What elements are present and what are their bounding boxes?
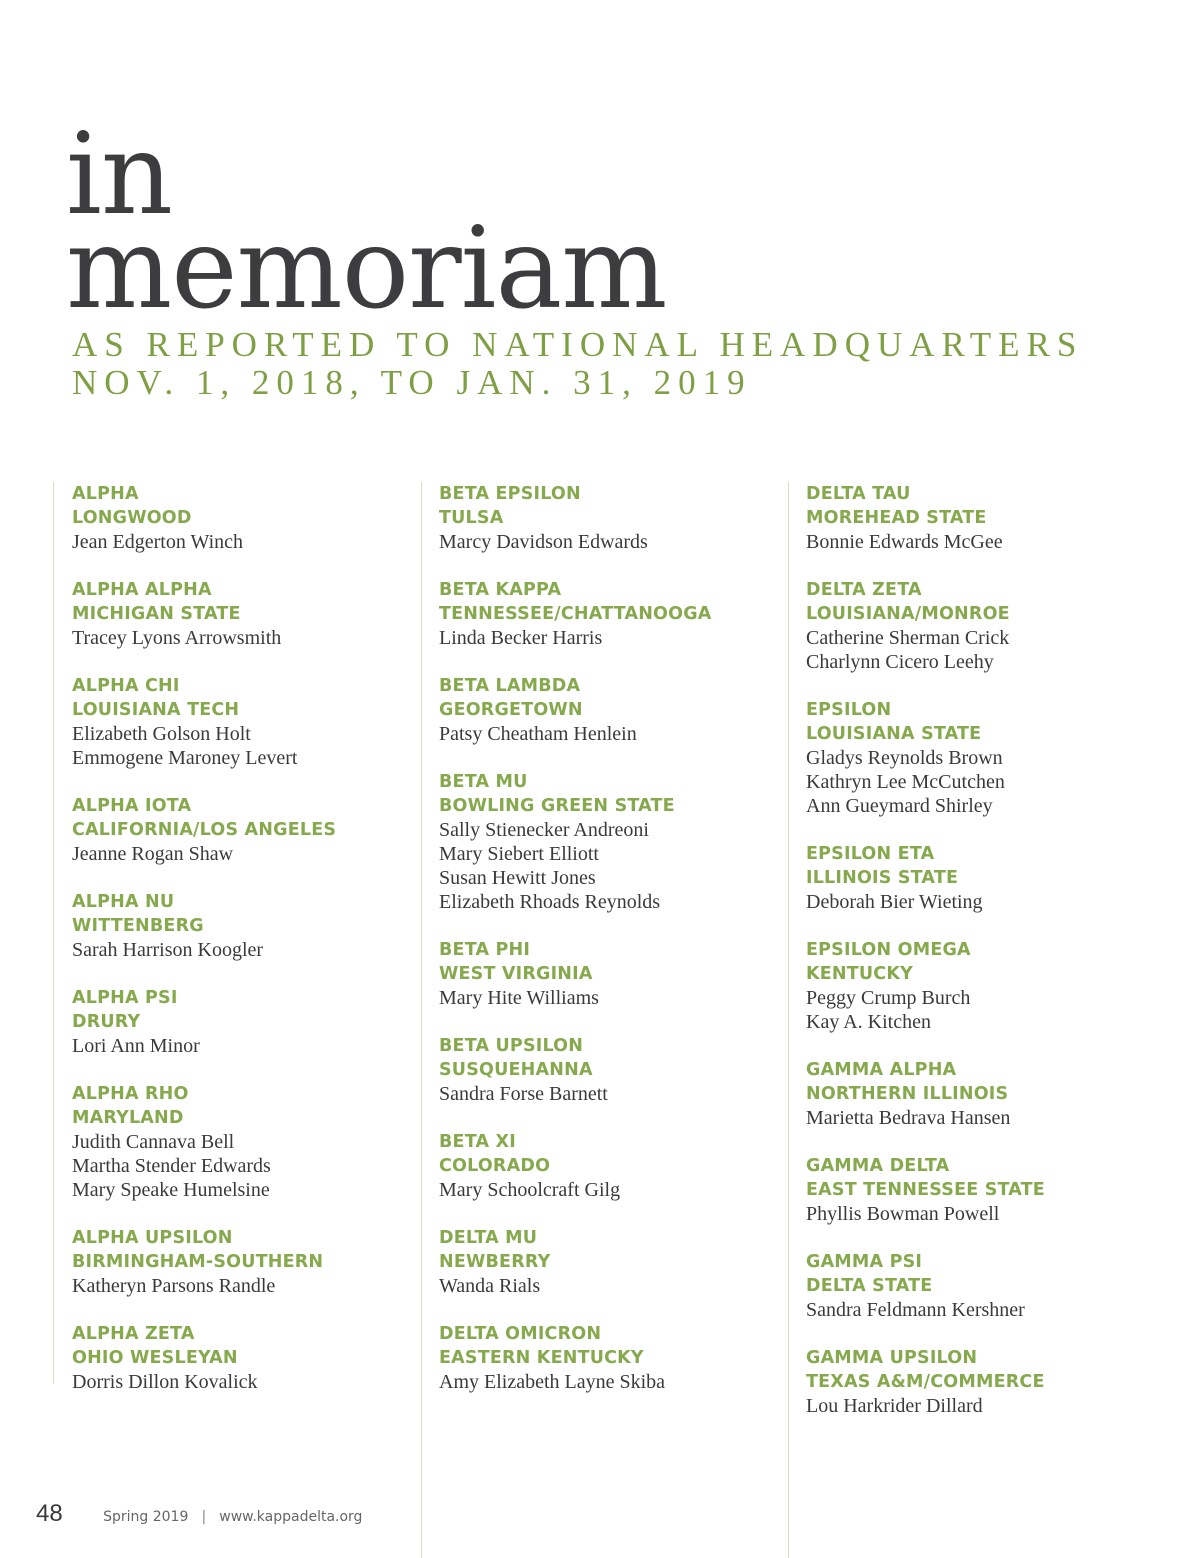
title-line-2: memoriam [66,204,667,334]
member-name: Linda Becker Harris [439,627,603,649]
member-name: Charlynn Cicero Leehy [806,651,994,673]
chapter-name: ALPHA RHO [72,1084,189,1104]
member-name: Lori Ann Minor [72,1035,200,1057]
chapter-entry [72,1082,402,1202]
chapter-entry [72,482,402,554]
school-name: EASTERN KENTUCKY [439,1348,644,1368]
member-name: Jean Edgerton Winch [72,531,243,553]
subtitle-line-1: AS REPORTED TO NATIONAL HEADQUARTERS [72,325,1084,364]
member-name: Mary Hite Williams [439,987,599,1009]
school-name: SUSQUEHANNA [439,1060,593,1080]
chapter-name: BETA XI [439,1132,516,1152]
chapter-name: ALPHA NU [72,892,175,912]
memoriam-column-2 [421,482,769,1558]
memoriam-column-3 [788,482,1136,1558]
chapter-entry [439,1130,769,1202]
school-name: DRURY [72,1012,141,1032]
member-name: Gladys Reynolds Brown [806,747,1003,769]
member-name: Bonnie Edwards McGee [806,531,1003,553]
chapter-name: GAMMA UPSILON [806,1348,978,1368]
chapter-entry [439,938,769,1010]
page-number: 48 [36,1500,63,1527]
chapter-name: EPSILON [806,700,892,720]
member-name: Katheryn Parsons Randle [72,1275,276,1297]
website-link[interactable]: www.kappadelta.org [219,1509,363,1525]
member-name: Kathryn Lee McCutchen [806,771,1005,793]
chapter-entry [439,482,769,554]
chapter-entry [439,1322,769,1394]
chapter-entry [806,1250,1136,1322]
chapter-entry [806,842,1136,914]
member-name: Elizabeth Rhoads Reynolds [439,891,661,913]
chapter-name: DELTA ZETA [806,580,922,600]
chapter-entry [806,1154,1136,1226]
member-name: Phyllis Bowman Powell [806,1203,1000,1225]
title-line-1: in [66,110,172,240]
member-name: Lou Harkrider Dillard [806,1395,983,1417]
school-name: BOWLING GREEN STATE [439,796,675,816]
chapter-name: BETA MU [439,772,528,792]
chapter-entry [439,1226,769,1298]
chapter-name: GAMMA DELTA [806,1156,950,1176]
chapter-name: GAMMA PSI [806,1252,923,1272]
school-name: TULSA [439,508,504,528]
school-name: WITTENBERG [72,916,204,936]
chapter-name: DELTA TAU [806,484,911,504]
chapter-name: ALPHA CHI [72,676,180,696]
subtitle [72,326,1083,402]
chapter-entry [439,578,769,650]
chapter-entry [806,482,1136,554]
chapter-entry [72,986,402,1058]
chapter-entry [72,1226,402,1298]
member-name: Deborah Bier Wieting [806,891,983,913]
school-name: TEXAS A&M/COMMERCE [806,1372,1045,1392]
member-name: Ann Gueymard Shirley [806,795,993,817]
school-name: GEORGETOWN [439,700,583,720]
chapter-entry [806,1058,1136,1130]
member-name: Amy Elizabeth Layne Skiba [439,1371,666,1393]
school-name: OHIO WESLEYAN [72,1348,238,1368]
chapter-name: BETA EPSILON [439,484,581,504]
member-name: Mary Siebert Elliott [439,843,599,865]
member-name: Judith Cannava Bell [72,1131,235,1153]
chapter-name: DELTA MU [439,1228,538,1248]
footer-separator: | [201,1509,207,1525]
school-name: MARYLAND [72,1108,184,1128]
page-title [66,110,667,334]
member-name: Marietta Bedrava Hansen [806,1107,1011,1129]
member-name: Patsy Cheatham Henlein [439,723,637,745]
member-name: Wanda Rials [439,1275,541,1297]
chapter-name: BETA LAMBDA [439,676,581,696]
member-name: Emmogene Maroney Levert [72,747,298,769]
chapter-name: ALPHA [72,484,139,504]
chapter-entry [806,698,1136,818]
member-name: Sarah Harrison Koogler [72,939,264,961]
member-name: Sandra Forse Barnett [439,1083,608,1105]
page-footer [36,1500,362,1528]
school-name: TENNESSEE/CHATTANOOGA [439,604,712,624]
school-name: KENTUCKY [806,964,913,984]
member-name: Dorris Dillon Kovalick [72,1371,258,1393]
school-name: NORTHERN ILLINOIS [806,1084,1009,1104]
school-name: WEST VIRGINIA [439,964,593,984]
member-name: Marcy Davidson Edwards [439,531,648,553]
member-name: Mary Speake Humelsine [72,1179,270,1201]
chapter-name: ALPHA UPSILON [72,1228,233,1248]
member-name: Susan Hewitt Jones [439,867,596,889]
chapter-entry [806,578,1136,674]
member-name: Mary Schoolcraft Gilg [439,1179,621,1201]
school-name: MICHIGAN STATE [72,604,241,624]
member-name: Catherine Sherman Crick [806,627,1010,649]
member-name: Sally Stienecker Andreoni [439,819,649,841]
chapter-entry [72,674,402,770]
member-name: Elizabeth Golson Holt [72,723,251,745]
chapter-entry [72,578,402,650]
school-name: LOUISIANA/MONROE [806,604,1010,624]
chapter-entry [806,1346,1136,1418]
memoriam-column-1 [53,482,402,1393]
issue-label: Spring 2019 [103,1509,189,1525]
chapter-name: BETA KAPPA [439,580,562,600]
member-name: Tracey Lyons Arrowsmith [72,627,282,649]
chapter-name: DELTA OMICRON [439,1324,602,1344]
chapter-name: ALPHA PSI [72,988,178,1008]
chapter-name: ALPHA ALPHA [72,580,212,600]
chapter-name: ALPHA ZETA [72,1324,195,1344]
school-name: EAST TENNESSEE STATE [806,1180,1045,1200]
member-name: Kay A. Kitchen [806,1011,931,1033]
chapter-entry [72,1322,402,1394]
school-name: MOREHEAD STATE [806,508,987,528]
member-name: Peggy Crump Burch [806,987,971,1009]
member-name: Sandra Feldmann Kershner [806,1299,1025,1321]
chapter-name: ALPHA IOTA [72,796,192,816]
chapter-entry [439,674,769,746]
school-name: BIRMINGHAM-SOUTHERN [72,1252,324,1272]
chapter-name: BETA PHI [439,940,531,960]
member-name: Martha Stender Edwards [72,1155,271,1177]
school-name: LOUISIANA TECH [72,700,240,720]
school-name: ILLINOIS STATE [806,868,959,888]
chapter-entry [439,1034,769,1106]
chapter-entry [439,770,769,914]
school-name: LOUISIANA STATE [806,724,982,744]
chapter-entry [806,938,1136,1034]
subtitle-line-2: NOV. 1, 2018, TO JAN. 31, 2019 [72,363,752,402]
chapter-name: BETA UPSILON [439,1036,584,1056]
school-name: DELTA STATE [806,1276,933,1296]
school-name: LONGWOOD [72,508,192,528]
chapter-entry [72,794,402,866]
chapter-name: GAMMA ALPHA [806,1060,957,1080]
chapter-name: EPSILON ETA [806,844,935,864]
member-name: Jeanne Rogan Shaw [72,843,234,865]
chapter-name: EPSILON OMEGA [806,940,971,960]
school-name: NEWBERRY [439,1252,551,1272]
chapter-entry [72,890,402,962]
school-name: COLORADO [439,1156,551,1176]
school-name: CALIFORNIA/LOS ANGELES [72,820,337,840]
